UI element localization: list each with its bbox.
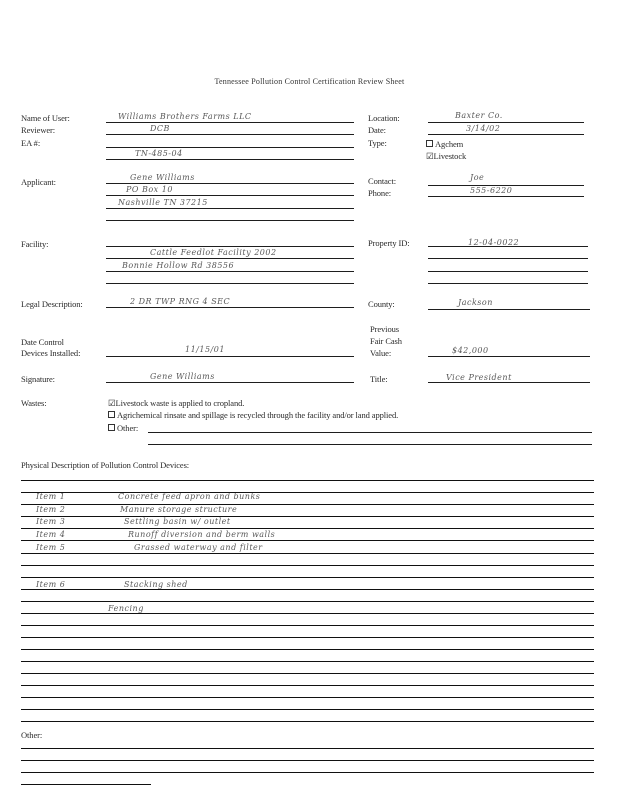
device-desc: Manure storage structure — [120, 505, 238, 514]
wastes-option-other[interactable]: Other: — [108, 423, 138, 433]
date-value: 3/14/02 — [466, 124, 501, 133]
livestock-check-icon: ☑ — [426, 151, 434, 161]
facility-value-2: Bonnie Hollow Rd 38556 — [122, 261, 235, 270]
location-label: Location: — [368, 113, 400, 123]
applicant-value-3: Nashville TN 37215 — [118, 198, 208, 207]
agrichemical-checkbox-icon — [108, 411, 115, 418]
contact-label: Contact: — [368, 176, 396, 186]
applicant-value-2: PO Box 10 — [126, 185, 173, 194]
signature-value: Gene Williams — [150, 372, 215, 381]
device-qty: Item 4 — [36, 530, 66, 539]
title-label: Title: — [370, 374, 388, 384]
ea-label: EA #: — [21, 138, 41, 148]
agchem-checkbox-icon — [426, 140, 433, 147]
property-id-value: 12-04-0022 — [468, 238, 520, 247]
page-title: Tennessee Pollution Control Certification Review Sheet — [214, 77, 405, 86]
wastes-option-livestock[interactable]: ☑Livestock waste is applied to cropland. — [108, 398, 245, 408]
device-qty: Item 6 — [36, 580, 66, 589]
applicant-value-1: Gene Williams — [130, 173, 195, 182]
county-label: County: — [368, 299, 395, 309]
legal-description-label: Legal Description: — [21, 299, 83, 309]
device-desc: Grassed waterway and filter — [134, 543, 263, 552]
device-desc: Stacking shed — [124, 580, 188, 589]
device-desc: Settling basin w/ outlet — [124, 517, 231, 526]
device-desc: Runoff diversion and berm walls — [128, 530, 276, 539]
ea-value: TN-485-04 — [135, 149, 183, 158]
device-qty: Item 1 — [36, 492, 66, 501]
type-option-livestock[interactable]: ☑Livestock — [426, 151, 467, 161]
device-desc: Fencing — [108, 604, 144, 613]
applicant-label: Applicant: — [21, 177, 56, 187]
phone-value: 555-6220 — [470, 186, 513, 195]
reviewer-value: DCB — [150, 124, 170, 133]
previous-label: Previous — [370, 324, 399, 334]
facility-label: Facility: — [21, 239, 49, 249]
fair-cash-value: $42,000 — [452, 346, 489, 355]
date-label: Date: — [368, 125, 386, 135]
other-checkbox-icon — [108, 424, 115, 431]
device-qty: Item 2 — [36, 505, 66, 514]
wastes-option-agrichemical[interactable]: Agrichemical rinsate and spillage is recycled through the facility and/or land applied. — [108, 410, 398, 420]
name-of-user-label: Name of User: — [21, 113, 70, 123]
legal-description-value: 2 DR TWP RNG 4 SEC — [130, 297, 231, 306]
device-desc: Concrete feed apron and bunks — [118, 492, 261, 501]
other-section-label: Other: — [21, 730, 43, 740]
signature-label: Signature: — [21, 374, 55, 384]
name-of-user-value: Williams Brothers Farms LLC — [118, 112, 252, 121]
date-control-label: Date Control — [21, 337, 64, 347]
value-label: Value: — [370, 348, 392, 358]
title-value: Vice President — [446, 373, 512, 382]
reviewer-label: Reviewer: — [21, 125, 56, 135]
type-label: Type: — [368, 138, 387, 148]
device-qty: Item 5 — [36, 543, 66, 552]
facility-value-1: Cattle Feedlot Facility 2002 — [150, 248, 277, 257]
control-date-value: 11/15/01 — [185, 345, 225, 354]
device-qty: Item 3 — [36, 517, 66, 526]
location-value: Baxter Co. — [455, 111, 503, 120]
devices-installed-label: Devices Installed: — [21, 348, 81, 358]
county-value: Jackson — [458, 298, 493, 307]
livestock-waste-check-icon: ☑ — [108, 398, 116, 408]
phone-label: Phone: — [368, 188, 392, 198]
wastes-label: Wastes: — [21, 398, 47, 408]
physical-description-label: Physical Description of Pollution Control Devices: — [21, 460, 190, 470]
contact-value: Joe — [470, 173, 485, 182]
type-option-agchem[interactable]: Agchem — [426, 139, 463, 149]
property-id-label: Property ID: — [368, 238, 410, 248]
fair-cash-label: Fair Cash — [370, 336, 402, 346]
